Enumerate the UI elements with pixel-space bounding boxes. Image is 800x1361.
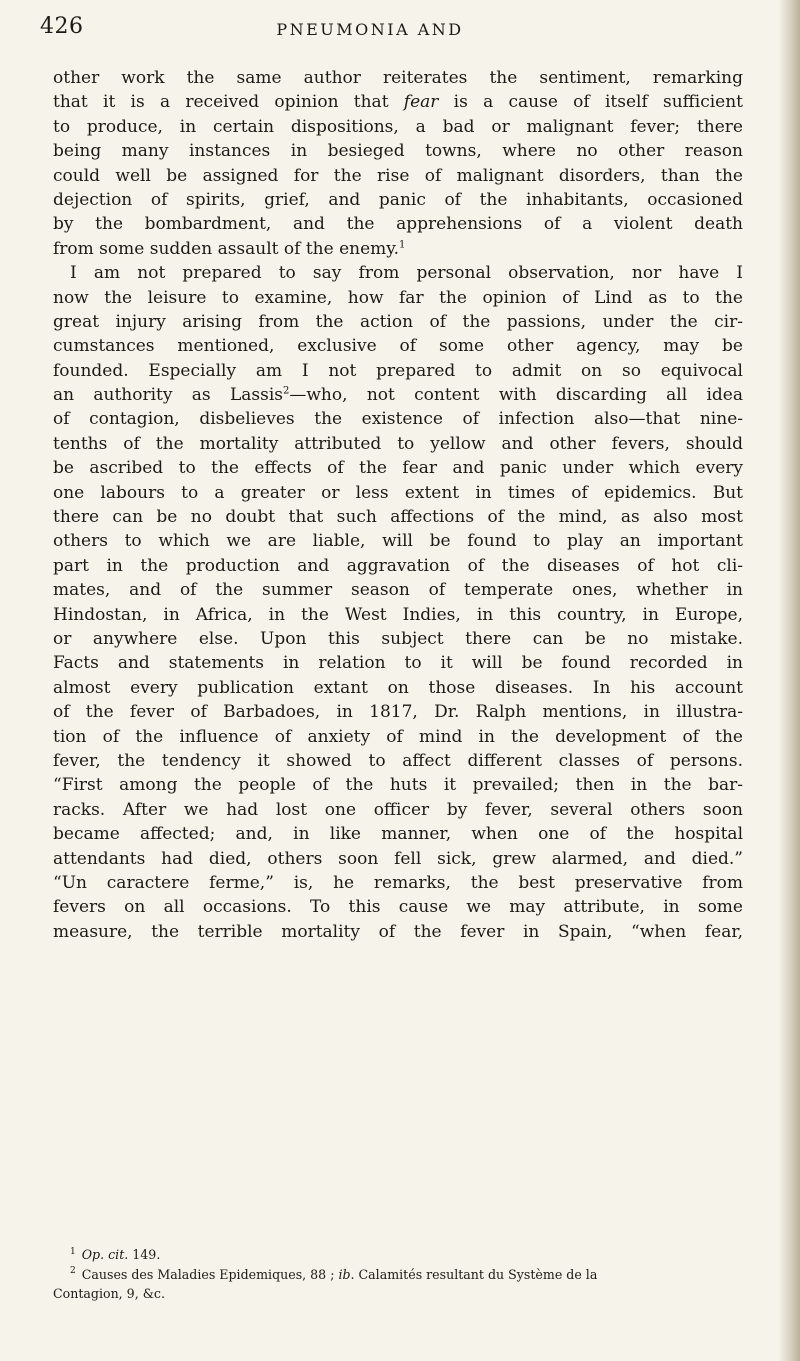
footnotes — [53, 1245, 743, 1304]
footnote-2-continuation: Contagion, 9, &c. — [53, 1286, 165, 1301]
text-line: fever, the tendency it showed to affect different classes of persons. — [53, 750, 743, 771]
text-line: other work the same author reiterates the sentiment, remarking — [53, 68, 743, 88]
text-line: dejection of spirits, grief, and panic of the inhabitants, occasioned — [53, 189, 743, 210]
text-line: fevers on all occasions. To this cause we may attribute, in some — [53, 897, 743, 918]
footnote-mark: 2 — [70, 1266, 76, 1277]
text-line: racks. After we had lost one officer by fever, several others soon — [53, 799, 743, 820]
text-line: or anywhere else. Upon this subject there can be no mistake. — [53, 628, 743, 649]
text-line: mates, and of the summer season of temperate ones, whether in — [53, 580, 743, 601]
page-number: 426 — [40, 14, 84, 39]
footnote-ref-1: 1 — [399, 239, 406, 251]
text-line: there can be no doubt that such affections of the mind, as also most — [53, 507, 743, 528]
text-line: almost every publication extant on those diseases. In his account — [53, 677, 743, 698]
emphasis-fear: fear — [403, 92, 439, 113]
text-line: being many instances in besieged towns, where no other reason — [53, 141, 743, 162]
text-line: an authority as Lassis$^2$—who, not content with discarding all idea — [53, 385, 743, 406]
footnote-mark: 1 — [70, 1246, 76, 1257]
text-line: Hindostan, in Africa, in the West Indies, in this country, in Europe, — [53, 604, 743, 625]
text-line: to produce, in certain dispositions, a bad or malignant fever; there — [53, 116, 743, 137]
text-line: one labours to a greater or less extent in times of epidemics. But — [53, 482, 743, 503]
text-line: tion of the influence of anxiety of mind in the development of the — [53, 726, 743, 747]
text-line: of the fever of Barbadoes, in 1817, Dr. Ralph mentions, in illustra- — [53, 702, 743, 723]
text-line: now the leisure to examine, how far the opinion of Lind as to the — [53, 287, 743, 308]
text-line: founded. Especially am I not prepared to admit on so equivocal — [53, 360, 743, 381]
page-edge-shadow — [778, 0, 800, 1361]
text-line: by the bombardment, and the apprehensions of a violent death — [53, 214, 743, 235]
text-line: great injury arising from the action of the passions, under the cir- — [53, 311, 743, 332]
text-line: be ascribed to the effects of the fear and panic under which every — [53, 458, 743, 479]
text-line: I am not prepared to say from personal observation, nor have I — [70, 263, 743, 284]
text-line: others to which we are liable, will be found to play an important — [53, 531, 743, 552]
body-text — [53, 66, 743, 944]
text-line: cumstances mentioned, exclusive of some other agency, may be — [53, 336, 743, 357]
text-line: “Un caractere ferme,” is, he remarks, the best preservative from — [53, 872, 743, 893]
footnote-2: $^2$ Causes des Maladies Epidemiques, 88 ; ib. Calamités resultant du Système de la — [70, 1266, 598, 1282]
footnote-1: $^1$ Op. cit. 149. — [70, 1246, 161, 1262]
text-line: of contagion, disbelieves the existence of infection also—that nine- — [53, 409, 743, 430]
text-line: could well be assigned for the rise of malignant disorders, than the — [53, 165, 743, 186]
running-head: PNEUMONIA AND — [276, 20, 464, 39]
text-line: “First among the people of the huts it prevailed; then in the bar- — [53, 775, 743, 796]
text-line: Facts and statements in relation to it will be found recorded in — [53, 653, 743, 674]
text-line: part in the production and aggravation of the diseases of hot cli- — [53, 555, 743, 576]
text-line: that it is a received opinion that fear is a cause of itself sufficient — [53, 92, 743, 113]
text-line: became affected; and, in like manner, when one of the hospital — [53, 824, 743, 845]
text-line: tenths of the mortality attributed to yellow and other fevers, should — [53, 433, 743, 454]
text-line: from some sudden assault of the enemy.$^1$ — [53, 238, 406, 259]
footnote-ref-2: 2 — [283, 385, 290, 397]
text-line: attendants had died, others soon fell sick, grew alarmed, and died.” — [53, 848, 743, 869]
text-line: measure, the terrible mortality of the fever in Spain, “when fear, — [53, 921, 743, 942]
